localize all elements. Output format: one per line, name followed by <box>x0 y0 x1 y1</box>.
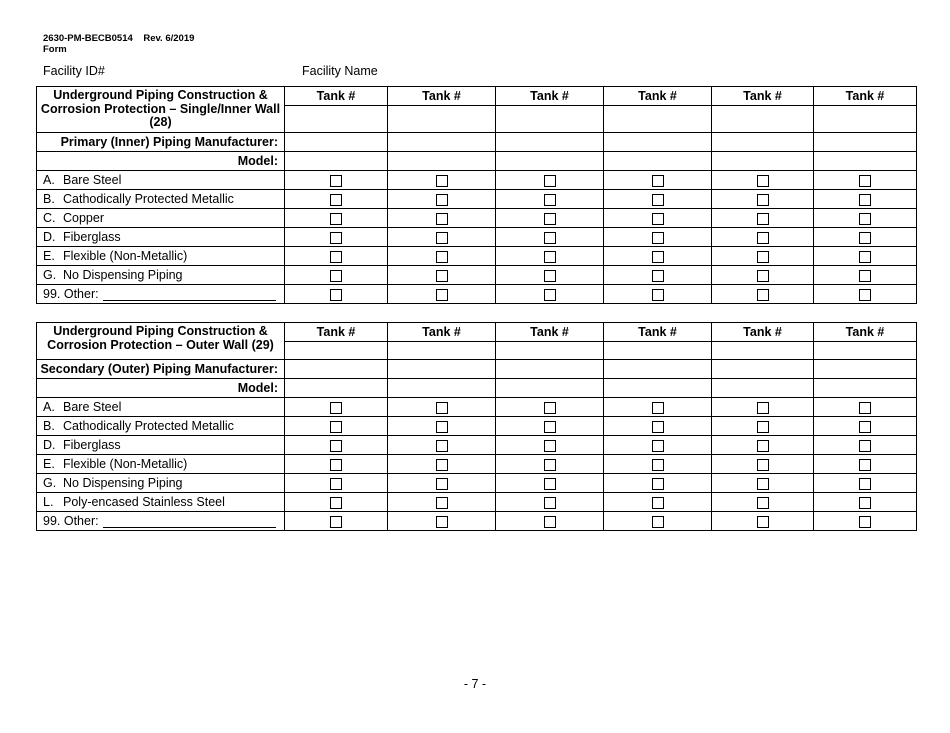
option-row <box>37 493 917 512</box>
checkbox-cell <box>712 398 814 417</box>
checkbox[interactable] <box>436 251 448 263</box>
checkbox-cell <box>604 436 712 455</box>
checkbox-cell <box>712 417 814 436</box>
checkbox-cell <box>604 190 712 209</box>
checkbox[interactable] <box>652 459 664 471</box>
checkbox-cell <box>712 209 814 228</box>
option-row <box>37 436 917 455</box>
checkbox[interactable] <box>652 213 664 225</box>
tank-header: Tank # <box>604 87 712 106</box>
checkbox[interactable] <box>859 516 871 528</box>
checkbox-cell <box>496 247 604 266</box>
other-label-cell <box>37 285 285 304</box>
checkbox[interactable] <box>436 289 448 301</box>
option-row <box>37 455 917 474</box>
single-inner-wall-table <box>36 86 917 304</box>
tank-header: Tank # <box>814 87 917 106</box>
checkbox-cell <box>285 398 388 417</box>
checkbox[interactable] <box>757 421 769 433</box>
checkbox[interactable] <box>330 459 342 471</box>
checkbox[interactable] <box>330 270 342 282</box>
checkbox[interactable] <box>859 497 871 509</box>
checkbox-cell <box>388 493 496 512</box>
checkbox[interactable] <box>652 232 664 244</box>
manufacturer-field[interactable] <box>814 133 917 152</box>
other-row <box>37 512 917 531</box>
checkbox[interactable] <box>652 175 664 187</box>
tank-header: Tank # <box>604 323 712 342</box>
checkbox-cell <box>388 417 496 436</box>
model-field[interactable] <box>388 379 496 398</box>
checkbox-cell <box>604 228 712 247</box>
option-row <box>37 417 917 436</box>
manufacturer-field[interactable] <box>604 133 712 152</box>
tank-header: Tank # <box>814 323 917 342</box>
checkbox-cell <box>388 285 496 304</box>
manufacturer-field[interactable] <box>285 133 388 152</box>
checkbox-cell <box>496 493 604 512</box>
option-code: B. <box>43 192 55 206</box>
model-field[interactable] <box>814 152 917 171</box>
checkbox[interactable] <box>544 251 556 263</box>
checkbox[interactable] <box>544 402 556 414</box>
tank-header: Tank # <box>388 323 496 342</box>
checkbox[interactable] <box>544 421 556 433</box>
manufacturer-row <box>37 133 917 152</box>
checkbox[interactable] <box>859 175 871 187</box>
checkbox[interactable] <box>544 459 556 471</box>
checkbox[interactable] <box>757 516 769 528</box>
option-label-cell <box>37 171 285 190</box>
checkbox-cell <box>496 190 604 209</box>
option-label: Flexible (Non-Metallic) <box>63 457 188 471</box>
checkbox[interactable] <box>652 421 664 433</box>
tank-number-field[interactable] <box>388 106 496 133</box>
option-label: Bare Steel <box>63 173 122 187</box>
checkbox[interactable] <box>436 421 448 433</box>
checkbox-cell <box>814 209 917 228</box>
checkbox[interactable] <box>757 175 769 187</box>
checkbox-cell <box>388 171 496 190</box>
checkbox-cell <box>712 171 814 190</box>
checkbox[interactable] <box>757 478 769 490</box>
other-label: 99. Other: <box>43 514 99 528</box>
option-row <box>37 209 917 228</box>
option-code: B. <box>43 419 55 433</box>
form-label: Form <box>43 44 67 55</box>
option-code: E. <box>43 457 55 471</box>
checkbox-cell <box>814 474 917 493</box>
checkbox-cell <box>814 436 917 455</box>
option-label: Fiberglass <box>63 438 121 452</box>
section-title: Underground Piping Construction & Corrosion Protection – Single/Inner Wall (28) <box>37 87 285 133</box>
checkbox[interactable] <box>436 497 448 509</box>
tank-number-field[interactable] <box>285 342 388 360</box>
tank-number-field[interactable] <box>712 342 814 360</box>
checkbox-cell <box>814 455 917 474</box>
form-code: 2630-PM-BECB0514 <box>43 33 133 44</box>
checkbox-cell <box>496 474 604 493</box>
option-row <box>37 171 917 190</box>
option-code: G. <box>43 476 57 490</box>
checkbox[interactable] <box>436 516 448 528</box>
manufacturer-field[interactable] <box>285 360 388 379</box>
model-label: Model: <box>37 152 285 171</box>
checkbox[interactable] <box>330 478 342 490</box>
checkbox[interactable] <box>436 478 448 490</box>
option-row <box>37 190 917 209</box>
checkbox-cell <box>388 436 496 455</box>
checkbox[interactable] <box>330 421 342 433</box>
model-field[interactable] <box>496 379 604 398</box>
model-row <box>37 379 917 398</box>
model-field[interactable] <box>285 152 388 171</box>
checkbox-cell <box>285 493 388 512</box>
tank-header-row <box>37 323 917 342</box>
model-field[interactable] <box>712 379 814 398</box>
model-field[interactable] <box>712 152 814 171</box>
checkbox[interactable] <box>652 478 664 490</box>
checkbox-cell <box>712 455 814 474</box>
facility-id-label: Facility ID# <box>43 64 105 78</box>
checkbox-cell <box>712 285 814 304</box>
tank-number-field[interactable] <box>496 106 604 133</box>
option-code: L. <box>43 495 54 509</box>
checkbox[interactable] <box>859 289 871 301</box>
checkbox-cell <box>496 455 604 474</box>
checkbox-cell <box>285 171 388 190</box>
model-row <box>37 152 917 171</box>
checkbox[interactable] <box>330 194 342 206</box>
checkbox-cell <box>496 209 604 228</box>
manufacturer-field[interactable] <box>814 360 917 379</box>
checkbox-cell <box>285 190 388 209</box>
checkbox-cell <box>496 171 604 190</box>
checkbox-cell <box>388 228 496 247</box>
checkbox[interactable] <box>544 497 556 509</box>
checkbox-cell <box>814 247 917 266</box>
checkbox[interactable] <box>544 289 556 301</box>
checkbox[interactable] <box>859 421 871 433</box>
form-revision: Rev. 6/2019 <box>143 33 195 44</box>
other-row <box>37 285 917 304</box>
checkbox[interactable] <box>436 459 448 471</box>
other-input-line[interactable] <box>103 288 276 301</box>
checkbox-cell <box>388 209 496 228</box>
checkbox-cell <box>496 436 604 455</box>
model-field[interactable] <box>604 379 712 398</box>
checkbox[interactable] <box>859 270 871 282</box>
tank-header: Tank # <box>496 87 604 106</box>
checkbox-cell <box>814 285 917 304</box>
checkbox-cell <box>712 190 814 209</box>
checkbox[interactable] <box>757 402 769 414</box>
checkbox[interactable] <box>544 270 556 282</box>
tank-header: Tank # <box>388 87 496 106</box>
checkbox-cell <box>285 436 388 455</box>
checkbox-cell <box>388 247 496 266</box>
option-label: Fiberglass <box>63 230 121 244</box>
option-label-cell <box>37 228 285 247</box>
option-code: A. <box>43 173 55 187</box>
other-label-cell <box>37 512 285 531</box>
option-code: D. <box>43 230 56 244</box>
checkbox-cell <box>496 266 604 285</box>
checkbox-cell <box>604 512 712 531</box>
checkbox[interactable] <box>652 497 664 509</box>
tank-header: Tank # <box>285 323 388 342</box>
checkbox-cell <box>604 209 712 228</box>
checkbox[interactable] <box>544 232 556 244</box>
checkbox-cell <box>604 266 712 285</box>
checkbox-cell <box>712 493 814 512</box>
checkbox[interactable] <box>859 213 871 225</box>
checkbox[interactable] <box>436 402 448 414</box>
model-label: Model: <box>37 379 285 398</box>
manufacturer-field[interactable] <box>388 133 496 152</box>
manufacturer-field[interactable] <box>712 133 814 152</box>
option-row <box>37 228 917 247</box>
manufacturer-field[interactable] <box>712 360 814 379</box>
checkbox-cell <box>285 209 388 228</box>
option-label-cell <box>37 455 285 474</box>
checkbox-cell <box>712 247 814 266</box>
checkbox[interactable] <box>330 213 342 225</box>
model-field[interactable] <box>604 152 712 171</box>
option-label: Poly-encased Stainless Steel <box>63 495 225 509</box>
other-label: 99. Other: <box>43 287 99 301</box>
option-label: No Dispensing Piping <box>63 476 183 490</box>
checkbox-cell <box>814 171 917 190</box>
checkbox-cell <box>814 228 917 247</box>
option-row <box>37 247 917 266</box>
checkbox-cell <box>604 398 712 417</box>
checkbox-cell <box>814 493 917 512</box>
checkbox-cell <box>285 266 388 285</box>
checkbox[interactable] <box>859 251 871 263</box>
section-title: Underground Piping Construction & Corrosion Protection – Outer Wall (29) <box>37 323 285 360</box>
checkbox[interactable] <box>330 440 342 452</box>
option-row <box>37 266 917 285</box>
model-field[interactable] <box>496 152 604 171</box>
checkbox[interactable] <box>544 194 556 206</box>
option-code: D. <box>43 438 56 452</box>
checkbox-cell <box>388 266 496 285</box>
checkbox-cell <box>285 247 388 266</box>
checkbox-cell <box>285 455 388 474</box>
checkbox[interactable] <box>330 175 342 187</box>
checkbox[interactable] <box>436 194 448 206</box>
checkbox[interactable] <box>859 478 871 490</box>
checkbox[interactable] <box>757 289 769 301</box>
tank-header: Tank # <box>496 323 604 342</box>
checkbox[interactable] <box>859 232 871 244</box>
tank-header: Tank # <box>712 323 814 342</box>
checkbox[interactable] <box>757 270 769 282</box>
model-field[interactable] <box>285 379 388 398</box>
checkbox-cell <box>285 285 388 304</box>
checkbox[interactable] <box>544 516 556 528</box>
checkbox[interactable] <box>757 213 769 225</box>
checkbox-cell <box>496 398 604 417</box>
checkbox[interactable] <box>652 289 664 301</box>
checkbox-cell <box>604 493 712 512</box>
model-field[interactable] <box>388 152 496 171</box>
checkbox-cell <box>388 512 496 531</box>
option-label-cell <box>37 474 285 493</box>
option-label-cell <box>37 209 285 228</box>
tank-header: Tank # <box>285 87 388 106</box>
option-label: Copper <box>63 211 104 225</box>
checkbox[interactable] <box>859 459 871 471</box>
checkbox-cell <box>604 455 712 474</box>
tank-number-field[interactable] <box>604 342 712 360</box>
checkbox[interactable] <box>859 440 871 452</box>
page-number: - 7 - <box>463 677 487 691</box>
checkbox-cell <box>604 474 712 493</box>
option-label: Flexible (Non-Metallic) <box>63 249 188 263</box>
checkbox-cell <box>712 474 814 493</box>
checkbox-cell <box>604 171 712 190</box>
checkbox[interactable] <box>436 213 448 225</box>
option-code: E. <box>43 249 55 263</box>
tank-number-field[interactable] <box>496 342 604 360</box>
checkbox[interactable] <box>757 232 769 244</box>
checkbox[interactable] <box>436 175 448 187</box>
checkbox-cell <box>814 398 917 417</box>
checkbox-cell <box>496 285 604 304</box>
option-label-cell <box>37 266 285 285</box>
checkbox[interactable] <box>859 402 871 414</box>
checkbox-cell <box>814 266 917 285</box>
facility-info <box>43 64 378 78</box>
checkbox[interactable] <box>330 289 342 301</box>
checkbox-cell <box>712 266 814 285</box>
checkbox[interactable] <box>544 175 556 187</box>
checkbox-cell <box>712 512 814 531</box>
option-label-cell <box>37 417 285 436</box>
tank-number-field[interactable] <box>814 106 917 133</box>
option-label: Cathodically Protected Metallic <box>63 192 234 206</box>
checkbox-cell <box>388 474 496 493</box>
option-row <box>37 474 917 493</box>
option-label: Bare Steel <box>63 400 122 414</box>
checkbox[interactable] <box>436 232 448 244</box>
option-row <box>37 398 917 417</box>
checkbox[interactable] <box>330 232 342 244</box>
checkbox[interactable] <box>652 516 664 528</box>
option-label-cell <box>37 398 285 417</box>
manufacturer-label: Secondary (Outer) Piping Manufacturer: <box>37 360 285 379</box>
tank-number-field[interactable] <box>712 106 814 133</box>
checkbox-cell <box>388 398 496 417</box>
option-label-cell <box>37 493 285 512</box>
checkbox-cell <box>285 417 388 436</box>
tank-header-row <box>37 87 917 106</box>
option-label-cell <box>37 247 285 266</box>
checkbox[interactable] <box>757 459 769 471</box>
checkbox[interactable] <box>330 516 342 528</box>
checkbox[interactable] <box>544 213 556 225</box>
checkbox[interactable] <box>652 270 664 282</box>
tank-number-field[interactable] <box>604 106 712 133</box>
option-code: C. <box>43 211 56 225</box>
checkbox[interactable] <box>544 440 556 452</box>
checkbox[interactable] <box>859 194 871 206</box>
checkbox-cell <box>496 417 604 436</box>
form-code-line <box>43 33 194 44</box>
checkbox[interactable] <box>652 194 664 206</box>
checkbox[interactable] <box>652 402 664 414</box>
manufacturer-field[interactable] <box>496 360 604 379</box>
checkbox-cell <box>285 512 388 531</box>
checkbox-cell <box>814 417 917 436</box>
checkbox[interactable] <box>652 440 664 452</box>
option-label-cell <box>37 436 285 455</box>
option-label-cell <box>37 190 285 209</box>
checkbox[interactable] <box>757 440 769 452</box>
checkbox-cell <box>496 228 604 247</box>
checkbox-cell <box>388 455 496 474</box>
checkbox[interactable] <box>436 440 448 452</box>
checkbox[interactable] <box>757 497 769 509</box>
manufacturer-row <box>37 360 917 379</box>
model-field[interactable] <box>814 379 917 398</box>
form-header <box>43 33 194 55</box>
checkbox[interactable] <box>652 251 664 263</box>
checkbox[interactable] <box>330 497 342 509</box>
checkbox[interactable] <box>757 194 769 206</box>
checkbox[interactable] <box>544 478 556 490</box>
option-label: Cathodically Protected Metallic <box>63 419 234 433</box>
checkbox-cell <box>712 228 814 247</box>
checkbox[interactable] <box>330 251 342 263</box>
checkbox-cell <box>712 436 814 455</box>
outer-wall-table <box>36 322 917 531</box>
facility-name-label: Facility Name <box>302 64 378 78</box>
option-label: No Dispensing Piping <box>63 268 183 282</box>
tank-number-field[interactable] <box>388 342 496 360</box>
checkbox[interactable] <box>757 251 769 263</box>
checkbox-cell <box>496 512 604 531</box>
checkbox-cell <box>604 247 712 266</box>
option-code: G. <box>43 268 57 282</box>
checkbox-cell <box>814 190 917 209</box>
manufacturer-field[interactable] <box>604 360 712 379</box>
checkbox-cell <box>604 285 712 304</box>
option-code: A. <box>43 400 55 414</box>
checkbox-cell <box>814 512 917 531</box>
checkbox-cell <box>604 417 712 436</box>
tank-number-field[interactable] <box>814 342 917 360</box>
checkbox[interactable] <box>436 270 448 282</box>
checkbox-cell <box>285 474 388 493</box>
manufacturer-field[interactable] <box>388 360 496 379</box>
checkbox[interactable] <box>330 402 342 414</box>
checkbox-cell <box>285 228 388 247</box>
manufacturer-field[interactable] <box>496 133 604 152</box>
tank-number-field[interactable] <box>285 106 388 133</box>
checkbox-cell <box>388 190 496 209</box>
other-input-line[interactable] <box>103 515 276 528</box>
tank-header: Tank # <box>712 87 814 106</box>
manufacturer-label: Primary (Inner) Piping Manufacturer: <box>37 133 285 152</box>
